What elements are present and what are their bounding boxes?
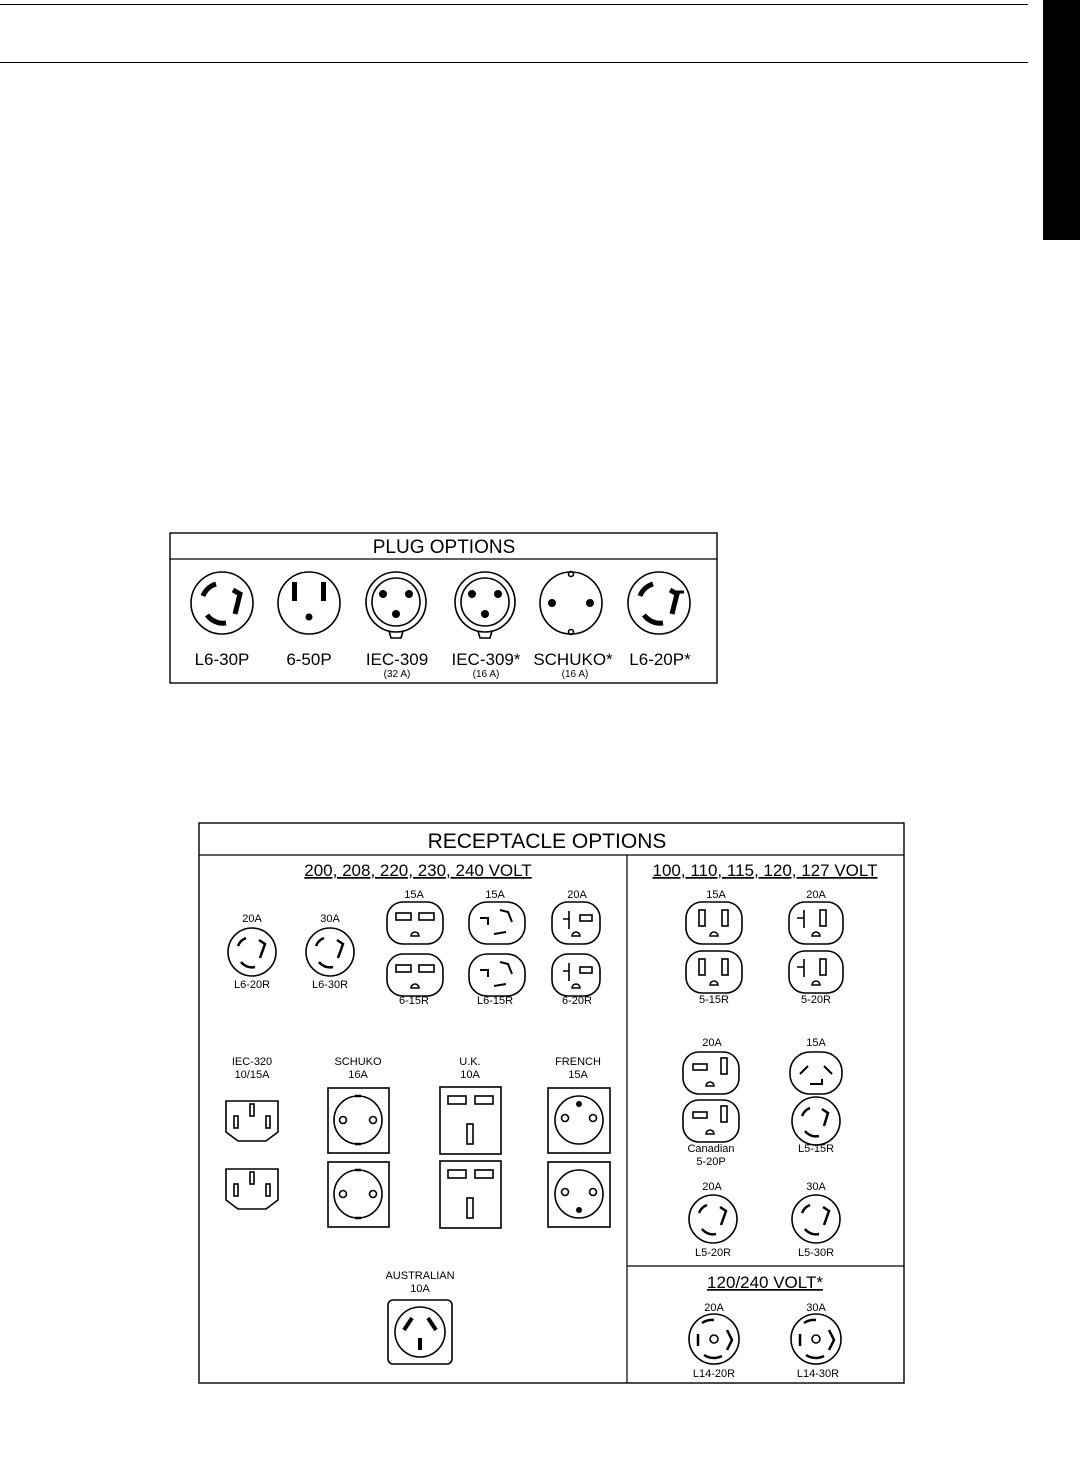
receptacle-amp: 15A (706, 889, 726, 901)
section-heading-high-voltage: 200, 208, 220, 230, 240 VOLT (304, 861, 532, 880)
receptacle-uk-icon (440, 1087, 501, 1228)
receptacle-australian-icon (388, 1300, 452, 1364)
receptacle-name: U.K. (459, 1056, 481, 1068)
receptacle-iec-320-icon (226, 1101, 278, 1209)
receptacle-name: L5-20R (694, 1247, 732, 1259)
receptacle-amp: 30A (320, 913, 340, 925)
plug-l6-30p-icon (191, 572, 253, 634)
plug-iec-309-32a-icon (366, 572, 426, 638)
receptacle-6-20r-icon (552, 902, 600, 996)
receptacle-amp: 10A (410, 1283, 430, 1295)
receptacle-name: IEC-320 (231, 1056, 273, 1068)
receptacle-amp: 10A (460, 1069, 480, 1081)
receptacle-name: L5-15R (797, 1143, 835, 1155)
plug-rating: (16 A) (561, 669, 589, 680)
receptacle-l14-30r-icon (791, 1314, 841, 1364)
receptacle-name: SCHUKO (334, 1056, 382, 1068)
receptacle-name: L6-20R (233, 979, 271, 991)
receptacle-name: L6-30R (311, 979, 349, 991)
receptacle-amp: 15A (568, 1069, 588, 1081)
plug-options-title: PLUG OPTIONS (372, 537, 516, 558)
receptacle-amp: 10/15A (234, 1069, 270, 1081)
receptacle-name: L5-30R (797, 1247, 835, 1259)
receptacle-name: L14-30R (796, 1368, 840, 1380)
receptacle-name: 5-20R (801, 994, 831, 1006)
receptacle-amp: 15A (806, 1037, 826, 1049)
receptacle-l6-30r-icon (306, 928, 354, 976)
receptacle-options-table (199, 823, 904, 1383)
plug-rating: (32 A) (383, 669, 411, 680)
receptacle-amp: 30A (806, 1302, 826, 1314)
receptacle-6-15r-icon (387, 902, 443, 996)
receptacle-schuko-icon (328, 1088, 389, 1227)
receptacle-5-20r-icon (789, 902, 843, 993)
receptacle-l5-30r-icon (792, 1195, 840, 1243)
plug-label: L6-30P (194, 650, 250, 669)
receptacle-l5-15r-icon (790, 1052, 842, 1145)
receptacle-french-icon (548, 1088, 610, 1227)
plug-6-50p-icon (278, 572, 340, 634)
plug-label: IEC-309 (365, 650, 429, 669)
receptacle-amp: 30A (806, 1181, 826, 1193)
receptacle-l6-15r-icon (469, 902, 525, 996)
plug-label: IEC-309* (451, 650, 521, 669)
receptacle-canadian-5-20p-icon (683, 1052, 739, 1142)
receptacle-amp: 20A (702, 1181, 722, 1193)
receptacle-name: Canadian (687, 1143, 735, 1155)
receptacle-name: 5-20P (696, 1156, 726, 1168)
receptacle-amp: 20A (704, 1302, 724, 1314)
receptacle-amp: 16A (348, 1069, 368, 1081)
plug-label: 6-50P (286, 650, 332, 669)
plug-schuko-icon (540, 572, 602, 635)
plug-label: L6-20P* (629, 650, 691, 669)
receptacle-l5-20r-icon (689, 1195, 737, 1243)
receptacle-name: AUSTRALIAN (385, 1270, 455, 1282)
section-heading-split-phase: 120/240 VOLT* (707, 1273, 823, 1292)
receptacle-options-title: RECEPTACLE OPTIONS (427, 830, 667, 853)
plug-iec-309-16a-icon (455, 572, 515, 638)
receptacle-5-15r-icon (686, 902, 742, 993)
receptacle-amp: 20A (806, 889, 826, 901)
receptacle-name: L6-15R (476, 995, 514, 1007)
receptacle-amp: 20A (567, 889, 587, 901)
receptacle-amp: 20A (242, 913, 262, 925)
plug-rating: (16 A) (472, 669, 500, 680)
plug-l6-20p-icon (628, 572, 690, 634)
receptacle-name: 6-20R (562, 995, 592, 1007)
receptacle-l14-20r-icon (689, 1314, 739, 1364)
receptacle-amp: 15A (485, 889, 505, 901)
section-heading-low-voltage: 100, 110, 115, 120, 127 VOLT (652, 861, 878, 880)
receptacle-name: L14-20R (692, 1368, 736, 1380)
receptacle-amp: 20A (702, 1037, 722, 1049)
plug-label: SCHUKO* (533, 650, 613, 669)
receptacle-amp: 15A (404, 889, 424, 901)
receptacle-l6-20r-icon (228, 928, 276, 976)
receptacle-name: 6-15R (399, 995, 429, 1007)
receptacle-name: 5-15R (699, 994, 729, 1006)
plug-options-table (170, 533, 717, 683)
receptacle-name: FRENCH (555, 1056, 601, 1068)
